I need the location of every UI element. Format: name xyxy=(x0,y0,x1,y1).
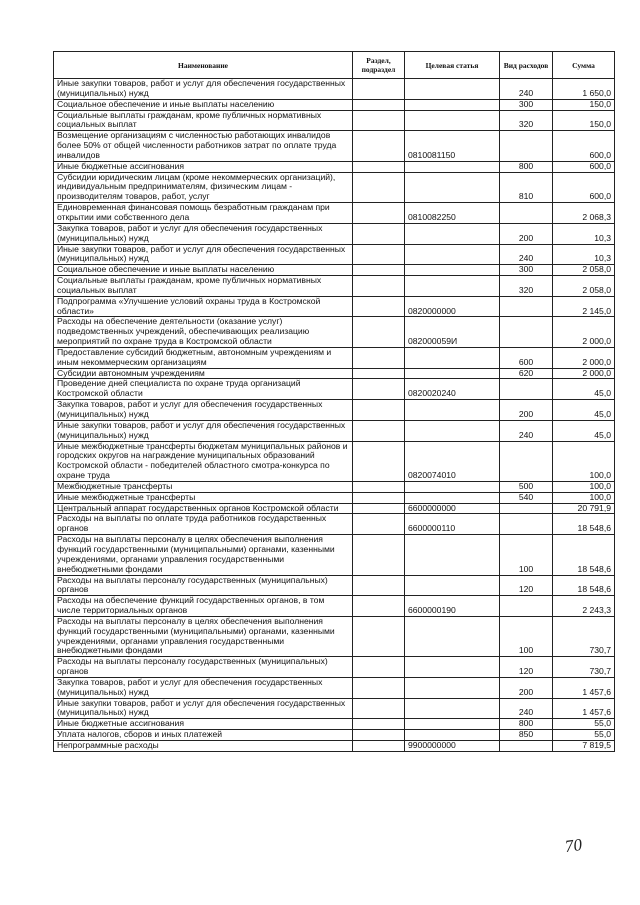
row-section-cell xyxy=(353,657,405,678)
row-target-cell: 9900000000 xyxy=(405,741,500,752)
row-name-cell: Расходы на выплаты персоналу в целях обеспечения выполнения функций государственными (муниципальными) органами, казенными учреждениями, органами управления государственными внебюджетными фондами xyxy=(54,616,353,656)
row-name-cell: Единовременная финансовая помощь безработным гражданам при открытии ими собственного дела xyxy=(54,203,353,224)
row-kind-cell xyxy=(500,203,553,224)
header-sum: Сумма xyxy=(553,52,615,79)
row-name-cell: Социальные выплаты гражданам, кроме публичных нормативных социальных выплат xyxy=(54,276,353,297)
row-target-cell xyxy=(405,535,500,575)
header-name: Наименование xyxy=(54,52,353,79)
row-sum-cell: 2 000,0 xyxy=(553,317,615,348)
row-section-cell xyxy=(353,276,405,297)
table-row xyxy=(54,161,615,172)
table-row xyxy=(54,172,615,203)
table-row xyxy=(54,79,615,100)
table-row xyxy=(54,677,615,698)
row-sum-cell: 150,0 xyxy=(553,99,615,110)
row-name-cell: Социальное обеспечение и иные выплаты населению xyxy=(54,265,353,276)
row-section-cell xyxy=(353,730,405,741)
header-row xyxy=(54,52,615,79)
row-sum-cell: 2 068,3 xyxy=(553,203,615,224)
row-sum-cell: 18 548,6 xyxy=(553,535,615,575)
row-section-cell xyxy=(353,492,405,503)
row-sum-cell: 45,0 xyxy=(553,420,615,441)
table-row xyxy=(54,265,615,276)
table-row xyxy=(54,276,615,297)
row-section-cell xyxy=(353,379,405,400)
row-sum-cell: 2 000,0 xyxy=(553,368,615,379)
row-section-cell xyxy=(353,110,405,131)
row-section-cell xyxy=(353,503,405,514)
row-kind-cell xyxy=(500,131,553,162)
row-name-cell: Межбюджетные трансферты xyxy=(54,481,353,492)
row-kind-cell: 120 xyxy=(500,657,553,678)
row-name-cell: Иные закупки товаров, работ и услуг для обеспечения государственных (муниципальных) нужд xyxy=(54,698,353,719)
row-kind-cell: 850 xyxy=(500,730,553,741)
row-kind-cell: 200 xyxy=(500,223,553,244)
row-name-cell: Предоставление субсидий бюджетным, автономным учреждениям и иным некоммерческим организациям xyxy=(54,347,353,368)
row-kind-cell xyxy=(500,741,553,752)
row-section-cell xyxy=(353,79,405,100)
row-target-cell xyxy=(405,730,500,741)
row-name-cell: Центральный аппарат государственных органов Костромской области xyxy=(54,503,353,514)
row-kind-cell: 800 xyxy=(500,161,553,172)
row-section-cell xyxy=(353,741,405,752)
row-kind-cell: 200 xyxy=(500,677,553,698)
row-sum-cell: 18 548,6 xyxy=(553,575,615,596)
table-row xyxy=(54,481,615,492)
row-section-cell xyxy=(353,719,405,730)
table-row xyxy=(54,420,615,441)
table-body xyxy=(54,79,615,752)
row-kind-cell: 200 xyxy=(500,400,553,421)
row-section-cell xyxy=(353,317,405,348)
row-sum-cell: 10,3 xyxy=(553,223,615,244)
row-kind-cell: 240 xyxy=(500,420,553,441)
row-target-cell: 082000059И xyxy=(405,317,500,348)
row-sum-cell: 1 650,0 xyxy=(553,79,615,100)
row-target-cell xyxy=(405,575,500,596)
header-kind: Вид расходов xyxy=(500,52,553,79)
row-target-cell xyxy=(405,161,500,172)
row-kind-cell xyxy=(500,317,553,348)
table-row xyxy=(54,575,615,596)
table-row xyxy=(54,503,615,514)
row-target-cell: 0820000000 xyxy=(405,296,500,317)
row-sum-cell: 55,0 xyxy=(553,730,615,741)
row-sum-cell: 100,0 xyxy=(553,441,615,481)
row-target-cell xyxy=(405,172,500,203)
row-sum-cell: 55,0 xyxy=(553,719,615,730)
row-section-cell xyxy=(353,265,405,276)
row-target-cell xyxy=(405,616,500,656)
row-section-cell xyxy=(353,420,405,441)
row-section-cell xyxy=(353,698,405,719)
row-target-cell xyxy=(405,492,500,503)
row-target-cell: 0810081150 xyxy=(405,131,500,162)
row-name-cell: Социальное обеспечение и иные выплаты населению xyxy=(54,99,353,110)
row-sum-cell: 600,0 xyxy=(553,172,615,203)
row-kind-cell xyxy=(500,514,553,535)
row-name-cell: Расходы на выплаты по оплате труда работников государственных органов xyxy=(54,514,353,535)
row-sum-cell: 2 243,3 xyxy=(553,596,615,617)
table-row xyxy=(54,441,615,481)
row-kind-cell xyxy=(500,441,553,481)
row-section-cell xyxy=(353,244,405,265)
row-name-cell: Расходы на выплаты персоналу государственных (муниципальных) органов xyxy=(54,657,353,678)
row-target-cell xyxy=(405,265,500,276)
table-row xyxy=(54,741,615,752)
row-section-cell xyxy=(353,368,405,379)
row-section-cell xyxy=(353,161,405,172)
table-row xyxy=(54,99,615,110)
row-target-cell xyxy=(405,698,500,719)
row-target-cell xyxy=(405,481,500,492)
row-kind-cell: 240 xyxy=(500,244,553,265)
row-kind-cell: 810 xyxy=(500,172,553,203)
row-name-cell: Расходы на обеспечение функций государственных органов, в том числе территориальных органов xyxy=(54,596,353,617)
table-row xyxy=(54,535,615,575)
row-target-cell xyxy=(405,657,500,678)
page-number: 70 xyxy=(563,834,584,857)
row-sum-cell: 20 791,9 xyxy=(553,503,615,514)
row-kind-cell: 300 xyxy=(500,265,553,276)
row-section-cell xyxy=(353,616,405,656)
row-target-cell: 6600000110 xyxy=(405,514,500,535)
row-kind-cell xyxy=(500,379,553,400)
row-target-cell: 6600000190 xyxy=(405,596,500,617)
row-name-cell: Закупка товаров, работ и услуг для обеспечения государственных (муниципальных) нужд xyxy=(54,223,353,244)
row-target-cell xyxy=(405,223,500,244)
row-section-cell xyxy=(353,203,405,224)
row-sum-cell: 730,7 xyxy=(553,616,615,656)
row-kind-cell xyxy=(500,296,553,317)
row-target-cell xyxy=(405,244,500,265)
row-name-cell: Подпрограмма «Улучшение условий охраны труда в Костромской области» xyxy=(54,296,353,317)
row-name-cell: Иные закупки товаров, работ и услуг для обеспечения государственных (муниципальных) нужд xyxy=(54,244,353,265)
table-row xyxy=(54,492,615,503)
table-row xyxy=(54,730,615,741)
table-header xyxy=(54,52,615,79)
row-sum-cell: 1 457,6 xyxy=(553,698,615,719)
table-row xyxy=(54,596,615,617)
row-sum-cell: 100,0 xyxy=(553,492,615,503)
row-name-cell: Закупка товаров, работ и услуг для обеспечения государственных (муниципальных) нужд xyxy=(54,400,353,421)
row-sum-cell: 150,0 xyxy=(553,110,615,131)
row-kind-cell: 300 xyxy=(500,99,553,110)
table-row xyxy=(54,296,615,317)
row-name-cell: Социальные выплаты гражданам, кроме публичных нормативных социальных выплат xyxy=(54,110,353,131)
row-target-cell: 6600000000 xyxy=(405,503,500,514)
row-section-cell xyxy=(353,347,405,368)
table-row xyxy=(54,400,615,421)
row-target-cell xyxy=(405,719,500,730)
row-name-cell: Иные бюджетные ассигнования xyxy=(54,161,353,172)
row-sum-cell: 1 457,6 xyxy=(553,677,615,698)
row-sum-cell: 2 145,0 xyxy=(553,296,615,317)
row-kind-cell xyxy=(500,503,553,514)
row-sum-cell: 2 058,0 xyxy=(553,265,615,276)
row-target-cell: 0820020240 xyxy=(405,379,500,400)
row-name-cell: Субсидии автономным учреждениям xyxy=(54,368,353,379)
table-row xyxy=(54,657,615,678)
row-sum-cell: 45,0 xyxy=(553,379,615,400)
row-sum-cell: 100,0 xyxy=(553,481,615,492)
table-row xyxy=(54,203,615,224)
row-sum-cell: 7 819,5 xyxy=(553,741,615,752)
row-sum-cell: 2 000,0 xyxy=(553,347,615,368)
row-section-cell xyxy=(353,131,405,162)
row-name-cell: Иные закупки товаров, работ и услуг для обеспечения государственных (муниципальных) нужд xyxy=(54,420,353,441)
table-row xyxy=(54,244,615,265)
table-row xyxy=(54,223,615,244)
row-name-cell: Закупка товаров, работ и услуг для обеспечения государственных (муниципальных) нужд xyxy=(54,677,353,698)
table-row xyxy=(54,379,615,400)
row-name-cell: Возмещение организациям с численностью работающих инвалидов более 50% от общей численности работников затрат по оплате труда инвалидов xyxy=(54,131,353,162)
row-sum-cell: 45,0 xyxy=(553,400,615,421)
row-target-cell xyxy=(405,347,500,368)
row-sum-cell: 600,0 xyxy=(553,131,615,162)
row-kind-cell: 320 xyxy=(500,110,553,131)
row-target-cell xyxy=(405,400,500,421)
table-row xyxy=(54,616,615,656)
row-section-cell xyxy=(353,99,405,110)
table-row xyxy=(54,347,615,368)
row-section-cell xyxy=(353,400,405,421)
row-target-cell xyxy=(405,420,500,441)
row-name-cell: Иные межбюджетные трансферты бюджетам муниципальных районов и городских округов на награждение муниципальных образований Костромской области - победителей областного смотра-конкурса по охране труда xyxy=(54,441,353,481)
row-kind-cell: 100 xyxy=(500,616,553,656)
row-kind-cell: 240 xyxy=(500,79,553,100)
row-sum-cell: 10,3 xyxy=(553,244,615,265)
row-section-cell xyxy=(353,677,405,698)
table-row xyxy=(54,514,615,535)
row-section-cell xyxy=(353,172,405,203)
row-name-cell: Уплата налогов, сборов и иных платежей xyxy=(54,730,353,741)
row-kind-cell: 620 xyxy=(500,368,553,379)
row-kind-cell: 500 xyxy=(500,481,553,492)
row-name-cell: Проведение дней специалиста по охране труда организаций Костромской области xyxy=(54,379,353,400)
row-kind-cell: 800 xyxy=(500,719,553,730)
row-sum-cell: 2 058,0 xyxy=(553,276,615,297)
row-name-cell: Иные межбюджетные трансферты xyxy=(54,492,353,503)
row-name-cell: Расходы на выплаты персоналу государственных (муниципальных) органов xyxy=(54,575,353,596)
row-section-cell xyxy=(353,535,405,575)
table-row xyxy=(54,110,615,131)
header-target: Целевая статья xyxy=(405,52,500,79)
row-target-cell: 0810082250 xyxy=(405,203,500,224)
row-section-cell xyxy=(353,596,405,617)
row-kind-cell: 100 xyxy=(500,535,553,575)
row-target-cell xyxy=(405,368,500,379)
row-sum-cell: 730,7 xyxy=(553,657,615,678)
row-kind-cell xyxy=(500,596,553,617)
table-row xyxy=(54,368,615,379)
row-target-cell xyxy=(405,99,500,110)
row-name-cell: Иные бюджетные ассигнования xyxy=(54,719,353,730)
row-name-cell: Расходы на обеспечение деятельности (оказание услуг) подведомственных учреждений, обеспечивающих реализацию мероприятий по охране труда в Костромской области xyxy=(54,317,353,348)
row-section-cell xyxy=(353,223,405,244)
row-kind-cell: 240 xyxy=(500,698,553,719)
row-section-cell xyxy=(353,481,405,492)
row-kind-cell: 540 xyxy=(500,492,553,503)
row-name-cell: Расходы на выплаты персоналу в целях обеспечения выполнения функций государственными (муниципальными) органами, казенными учреждениями, органами управления государственными внебюджетными фондами xyxy=(54,535,353,575)
table-row xyxy=(54,698,615,719)
row-kind-cell: 120 xyxy=(500,575,553,596)
row-name-cell: Субсидии юридическим лицам (кроме некоммерческих организаций), индивидуальным предпринимателям, физическим лицам - производителям товаров, работ, услуг xyxy=(54,172,353,203)
table-row xyxy=(54,317,615,348)
row-section-cell xyxy=(353,514,405,535)
row-target-cell xyxy=(405,276,500,297)
row-target-cell xyxy=(405,79,500,100)
row-target-cell xyxy=(405,110,500,131)
row-kind-cell: 600 xyxy=(500,347,553,368)
row-section-cell xyxy=(353,441,405,481)
budget-table xyxy=(53,51,615,752)
row-target-cell xyxy=(405,677,500,698)
row-target-cell: 0820074010 xyxy=(405,441,500,481)
row-section-cell xyxy=(353,575,405,596)
row-sum-cell: 18 548,6 xyxy=(553,514,615,535)
header-section: Раздел, подраздел xyxy=(353,52,405,79)
row-name-cell: Иные закупки товаров, работ и услуг для обеспечения государственных (муниципальных) нужд xyxy=(54,79,353,100)
table-row xyxy=(54,131,615,162)
row-section-cell xyxy=(353,296,405,317)
row-name-cell: Непрограммные расходы xyxy=(54,741,353,752)
table-row xyxy=(54,719,615,730)
row-sum-cell: 600,0 xyxy=(553,161,615,172)
row-kind-cell: 320 xyxy=(500,276,553,297)
